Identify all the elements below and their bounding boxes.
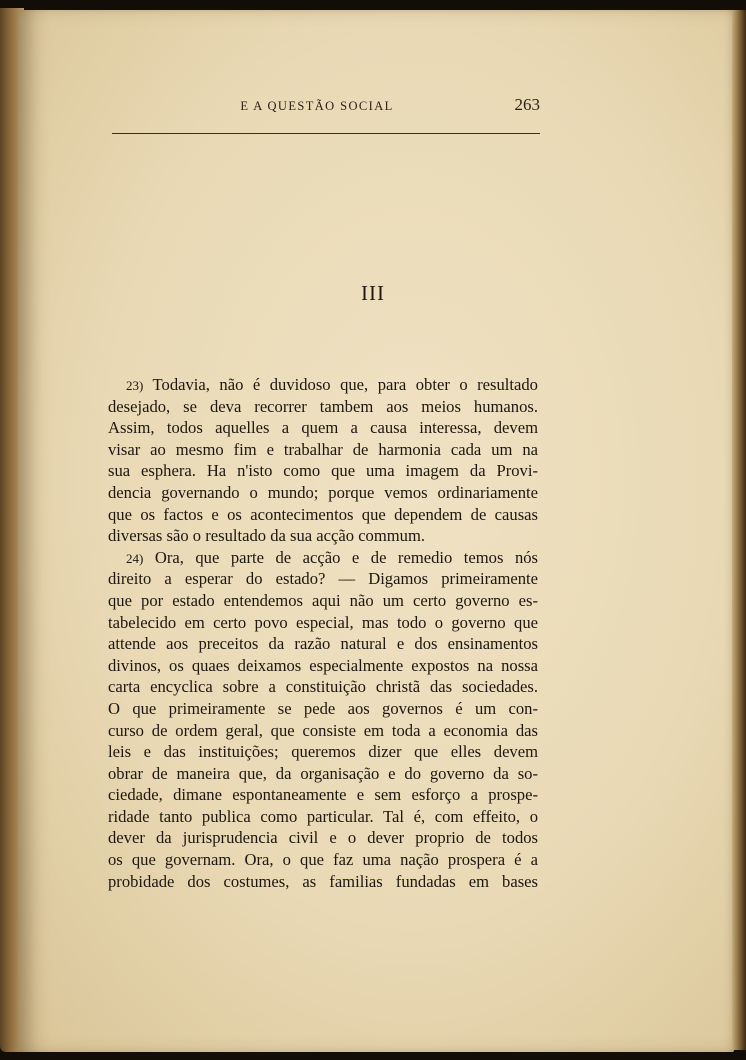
paragraph-24-line-1: 24) Ora, que parte de acção e de remedio temos nós — [126, 547, 538, 567]
page-number: 263 — [514, 95, 540, 114]
text-line: direito a esperar do estado? — Digamos primeiramente — [108, 569, 538, 589]
header-rule — [112, 133, 540, 134]
text-line: attende aos preceitos da razão natural e dos ensinamentos — [108, 634, 538, 654]
text-line: dever da jurisprudencia civil e o dever proprio de todos — [108, 828, 538, 848]
text-line: desejado, se deva recorrer tambem aos meios humanos. — [108, 396, 538, 416]
paragraph-23-line-1: 23) Todavia, não é duvidoso que, para obter o resultado — [126, 375, 538, 394]
text-line: Assim, todos aquelles a quem a causa interessa, devem — [108, 418, 538, 438]
running-head — [94, 95, 540, 119]
text-line: ridade tanto publica como particular. Tal é, com effeito, o — [108, 806, 538, 826]
page-fore-edge — [732, 10, 746, 1050]
text-line: os que governam. Ora, o que faz uma nação prospera é a — [108, 850, 538, 870]
paragraph-number: 23) — [126, 378, 144, 393]
text-line: que os factos e os acontecimentos que dependem de causas — [108, 504, 538, 524]
chapter-numeral: III — [361, 281, 385, 305]
text-line: obrar de maneira que, da organisação e do governo da so- — [108, 763, 538, 783]
text-line: curso de ordem geral, que consiste em toda a economia das — [108, 720, 538, 740]
text-line: ciedade, dimane espontaneamente e sem esforço a prospe- — [108, 785, 538, 805]
text-line: carta encyclica sobre a constituição christã das sociedades. — [108, 677, 538, 697]
running-head-title: E A QUESTÃO SOCIAL — [240, 99, 394, 113]
text-line: que por estado entendemos aqui não um certo governo es- — [108, 590, 538, 610]
body-text — [108, 374, 538, 892]
text-line: O que primeiramente se pede aos governos é um con- — [108, 698, 538, 718]
text-line: divinos, os quaes deixamos especialmente expostos na nossa — [108, 655, 538, 675]
text-line: tabelecido em certo povo especial, mas todo o governo que — [108, 612, 538, 632]
text-line: sua esphera. Ha n'isto como que uma imagem da Provi- — [108, 461, 538, 481]
paragraph-number: 24) — [126, 550, 144, 566]
text-line: probidade dos costumes, as familias fundadas em bases — [108, 871, 538, 891]
text-line: leis e das instituições; queremos dizer que elles devem — [108, 742, 538, 762]
text-line: dencia governando o mundo; porque vemos ordinariamente — [108, 482, 538, 502]
text-line: diversas são o resultado da sua acção commum. — [108, 526, 426, 546]
text-line: visar ao mesmo fim e trabalhar de harmonia cada um na — [108, 439, 538, 459]
